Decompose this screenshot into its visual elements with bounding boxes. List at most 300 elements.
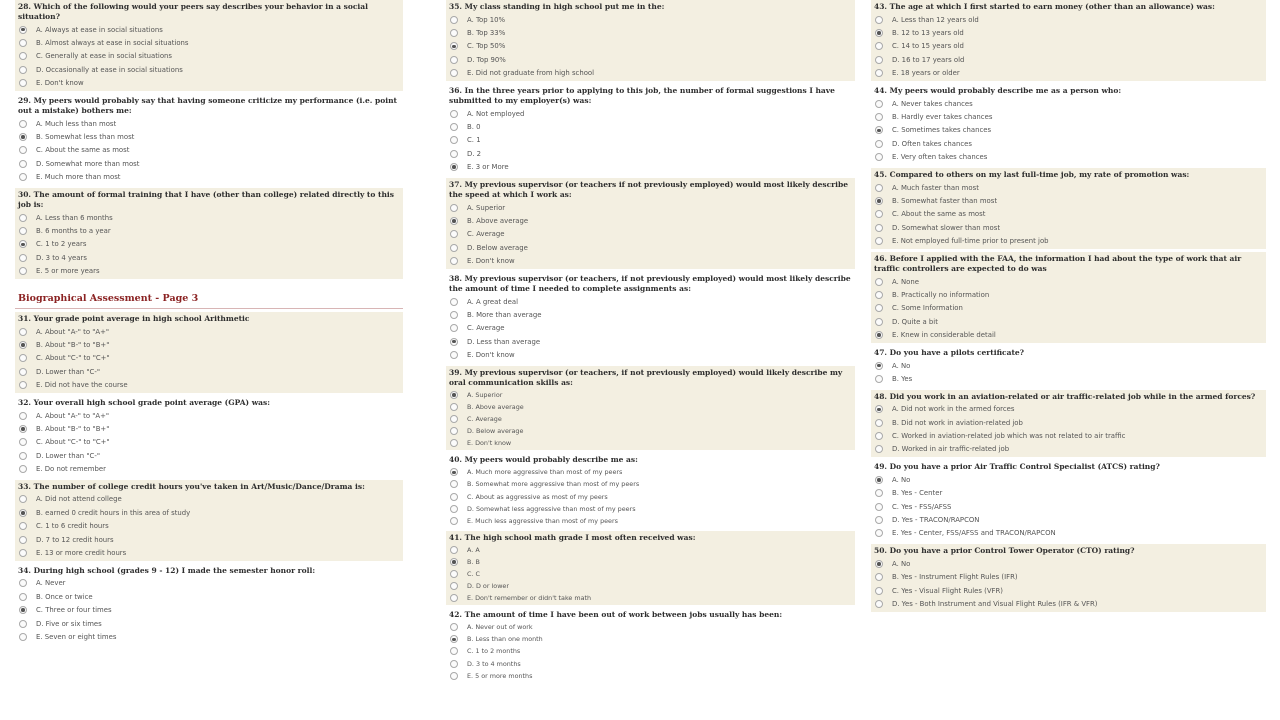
question-q42 bbox=[446, 608, 855, 682]
answer-option-label: B. Above average bbox=[467, 216, 529, 225]
radio-button[interactable] bbox=[19, 633, 27, 641]
answer-option[interactable] bbox=[449, 621, 852, 633]
radio-button[interactable] bbox=[19, 227, 27, 235]
question-text: 48. Did you work in an aviation-related or air traffic-related job while in the armed forces? bbox=[874, 391, 1256, 401]
answer-option[interactable] bbox=[874, 137, 1263, 150]
answer-option-label: B. Almost always at ease in social situations bbox=[36, 39, 189, 48]
radio-button[interactable] bbox=[875, 362, 883, 370]
answer-option-label: D. Below average bbox=[467, 427, 524, 436]
question-q28 bbox=[15, 0, 403, 91]
answer-option[interactable] bbox=[449, 503, 852, 515]
answer-option-label: D. 3 to 4 years bbox=[36, 253, 87, 262]
radio-button[interactable] bbox=[19, 26, 27, 34]
answer-option[interactable] bbox=[874, 234, 1263, 247]
answer-option[interactable] bbox=[18, 409, 400, 422]
question-text: 28. Which of the following would your peers say describes your behavior in a social situation? bbox=[18, 2, 368, 21]
answer-option[interactable] bbox=[18, 77, 400, 90]
answer-option[interactable] bbox=[449, 254, 852, 267]
answer-option[interactable] bbox=[449, 322, 852, 335]
radio-button[interactable] bbox=[450, 570, 458, 578]
radio-button[interactable] bbox=[450, 517, 458, 525]
answer-option[interactable] bbox=[874, 97, 1263, 110]
radio-button[interactable] bbox=[19, 39, 27, 47]
answer-option[interactable] bbox=[449, 295, 852, 308]
answer-option-label: E. Seven or eight times bbox=[36, 632, 117, 641]
answer-option[interactable] bbox=[18, 520, 400, 533]
radio-button[interactable] bbox=[875, 291, 883, 299]
answer-option[interactable] bbox=[449, 13, 852, 26]
radio-button[interactable] bbox=[19, 522, 27, 530]
answer-option[interactable] bbox=[449, 147, 852, 160]
radio-button[interactable] bbox=[19, 214, 27, 222]
radio-button[interactable] bbox=[19, 620, 27, 628]
radio-button[interactable] bbox=[450, 324, 458, 332]
radio-button[interactable] bbox=[450, 672, 458, 680]
radio-button[interactable] bbox=[19, 160, 27, 168]
radio-button[interactable] bbox=[875, 153, 883, 161]
answer-option[interactable] bbox=[874, 221, 1263, 234]
answer-option-label: D. 2 bbox=[467, 149, 482, 158]
question-q36 bbox=[446, 84, 855, 175]
answer-option[interactable] bbox=[874, 513, 1263, 526]
answer-option[interactable] bbox=[18, 436, 400, 449]
radio-button[interactable] bbox=[875, 197, 883, 205]
answer-option[interactable] bbox=[874, 124, 1263, 137]
question-q49 bbox=[871, 460, 1266, 541]
answer-option-label: A. Never out of work bbox=[467, 623, 533, 632]
radio-button[interactable] bbox=[875, 489, 883, 497]
radio-button[interactable] bbox=[450, 546, 458, 554]
section-divider bbox=[15, 308, 403, 309]
question-q39 bbox=[446, 366, 855, 450]
answer-option[interactable] bbox=[449, 107, 852, 120]
answer-option[interactable] bbox=[874, 288, 1263, 301]
answer-option[interactable] bbox=[18, 577, 400, 590]
answer-option[interactable] bbox=[449, 214, 852, 227]
answer-option-label: C. 1 bbox=[467, 136, 481, 145]
radio-button[interactable] bbox=[875, 29, 883, 37]
radio-button[interactable] bbox=[875, 210, 883, 218]
radio-button[interactable] bbox=[875, 432, 883, 440]
radio-button[interactable] bbox=[875, 304, 883, 312]
answer-option[interactable] bbox=[18, 36, 400, 49]
answer-option[interactable] bbox=[874, 443, 1263, 456]
radio-button[interactable] bbox=[875, 560, 883, 568]
radio-button[interactable] bbox=[19, 354, 27, 362]
radio-button[interactable] bbox=[450, 493, 458, 501]
radio-button[interactable] bbox=[19, 593, 27, 601]
answer-option[interactable] bbox=[874, 527, 1263, 540]
answer-option-label: B. Somewhat more aggressive than most of my peers bbox=[467, 480, 640, 489]
answer-option[interactable] bbox=[449, 556, 852, 568]
radio-button[interactable] bbox=[875, 405, 883, 413]
answer-option-label: D. Somewhat less aggressive than most of my peers bbox=[467, 504, 636, 513]
answer-option[interactable] bbox=[874, 416, 1263, 429]
answer-option[interactable] bbox=[874, 151, 1263, 164]
radio-button[interactable] bbox=[19, 549, 27, 557]
answer-option[interactable] bbox=[449, 645, 852, 657]
radio-button[interactable] bbox=[450, 468, 458, 476]
answer-option-label: C. Average bbox=[467, 230, 505, 239]
radio-button[interactable] bbox=[875, 224, 883, 232]
answer-option-label: E. Don't know bbox=[36, 79, 84, 88]
answer-option[interactable] bbox=[449, 670, 852, 682]
answer-option[interactable] bbox=[18, 617, 400, 630]
radio-button[interactable] bbox=[875, 419, 883, 427]
answer-option-label: D. Below average bbox=[467, 243, 528, 252]
radio-button[interactable] bbox=[19, 341, 27, 349]
answer-option-label: E. Yes - Center, FSS/AFSS and TRACON/RAPCON bbox=[892, 529, 1056, 538]
radio-button[interactable] bbox=[875, 140, 883, 148]
radio-button[interactable] bbox=[875, 445, 883, 453]
answer-option[interactable] bbox=[449, 161, 852, 174]
radio-button[interactable] bbox=[875, 100, 883, 108]
answer-option[interactable] bbox=[18, 449, 400, 462]
radio-button[interactable] bbox=[19, 328, 27, 336]
radio-button[interactable] bbox=[19, 254, 27, 262]
answer-option-label: B. Yes - Instrument Flight Rules (IFR) bbox=[892, 573, 1018, 582]
answer-option[interactable] bbox=[18, 264, 400, 277]
answer-option[interactable] bbox=[874, 429, 1263, 442]
answer-option-label: D. Quite a bit bbox=[892, 317, 938, 326]
radio-button[interactable] bbox=[875, 529, 883, 537]
answer-option-label: A. About "A-" to "A+" bbox=[36, 327, 110, 336]
answer-option[interactable] bbox=[874, 473, 1263, 486]
answer-option-label: B. 0 bbox=[467, 123, 481, 132]
answer-option[interactable] bbox=[874, 584, 1263, 597]
answer-option[interactable] bbox=[874, 302, 1263, 315]
answer-option[interactable] bbox=[449, 201, 852, 214]
answer-option[interactable] bbox=[18, 144, 400, 157]
answer-option-label: A. Never bbox=[36, 579, 66, 588]
answer-option-label: D. Worked in air traffic-related job bbox=[892, 445, 1010, 454]
answer-option[interactable] bbox=[18, 604, 400, 617]
radio-button[interactable] bbox=[450, 150, 458, 158]
answer-option[interactable] bbox=[874, 67, 1263, 80]
answer-option[interactable] bbox=[18, 251, 400, 264]
question-q34 bbox=[15, 564, 403, 645]
radio-button[interactable] bbox=[450, 29, 458, 37]
answer-option-label: E. Don't know bbox=[467, 257, 515, 266]
radio-button[interactable] bbox=[450, 660, 458, 668]
answer-option[interactable] bbox=[874, 40, 1263, 53]
radio-button[interactable] bbox=[19, 509, 27, 517]
radio-button[interactable] bbox=[875, 16, 883, 24]
radio-button[interactable] bbox=[19, 146, 27, 154]
answer-option[interactable] bbox=[18, 63, 400, 76]
radio-button[interactable] bbox=[19, 438, 27, 446]
answer-option[interactable] bbox=[449, 633, 852, 645]
answer-option[interactable] bbox=[449, 241, 852, 254]
radio-button[interactable] bbox=[450, 480, 458, 488]
answer-option[interactable] bbox=[449, 335, 852, 348]
answer-option-label: A. A bbox=[467, 545, 480, 554]
radio-button[interactable] bbox=[450, 244, 458, 252]
answer-option[interactable] bbox=[874, 359, 1263, 372]
radio-button[interactable] bbox=[875, 56, 883, 64]
answer-option[interactable] bbox=[449, 401, 852, 413]
radio-button[interactable] bbox=[450, 505, 458, 513]
answer-option[interactable] bbox=[449, 515, 852, 527]
radio-button[interactable] bbox=[875, 237, 883, 245]
radio-button[interactable] bbox=[450, 558, 458, 566]
answer-option[interactable] bbox=[449, 425, 852, 437]
radio-button[interactable] bbox=[19, 120, 27, 128]
radio-button[interactable] bbox=[450, 298, 458, 306]
radio-button[interactable] bbox=[19, 52, 27, 60]
answer-option[interactable] bbox=[18, 590, 400, 603]
answer-option[interactable] bbox=[874, 500, 1263, 513]
answer-option[interactable] bbox=[18, 224, 400, 237]
answer-option[interactable] bbox=[874, 181, 1263, 194]
answer-option[interactable] bbox=[18, 117, 400, 130]
answer-option[interactable] bbox=[874, 194, 1263, 207]
answer-option[interactable] bbox=[449, 544, 852, 556]
question-q47 bbox=[871, 346, 1266, 387]
radio-button[interactable] bbox=[450, 594, 458, 602]
answer-option[interactable] bbox=[18, 462, 400, 475]
answer-option[interactable] bbox=[874, 26, 1263, 39]
answer-option[interactable] bbox=[18, 352, 400, 365]
answer-option[interactable] bbox=[449, 658, 852, 670]
question-text: 43. The age at which I first started to earn money (other than an allowance) was: bbox=[874, 2, 1215, 11]
question-text: 47. Do you have a pilots certificate? bbox=[874, 347, 1025, 357]
answer-option[interactable] bbox=[449, 120, 852, 133]
answer-option[interactable] bbox=[18, 171, 400, 184]
answer-option[interactable] bbox=[18, 378, 400, 391]
radio-button[interactable] bbox=[19, 267, 27, 275]
answer-option[interactable] bbox=[874, 13, 1263, 26]
answer-option-label: B. About "B-" to "B+" bbox=[36, 340, 110, 349]
answer-option[interactable] bbox=[18, 630, 400, 643]
answer-option-label: E. Don't know bbox=[467, 439, 512, 448]
radio-button[interactable] bbox=[875, 331, 883, 339]
radio-button[interactable] bbox=[450, 415, 458, 423]
question-text: 30. The amount of formal training that I have (other than college) related directly to this job is: bbox=[18, 189, 395, 209]
radio-button[interactable] bbox=[450, 623, 458, 631]
radio-button[interactable] bbox=[875, 184, 883, 192]
answer-option[interactable] bbox=[449, 67, 852, 80]
radio-button[interactable] bbox=[875, 587, 883, 595]
radio-button[interactable] bbox=[19, 495, 27, 503]
question-text: 49. Do you have a prior Air Traffic Control Specialist (ATCS) rating? bbox=[874, 462, 1160, 472]
answer-option[interactable] bbox=[449, 466, 852, 478]
answer-option-label: B. Less than one month bbox=[467, 635, 543, 644]
radio-button[interactable] bbox=[450, 257, 458, 265]
answer-option-label: A. No bbox=[892, 361, 911, 370]
radio-button[interactable] bbox=[450, 582, 458, 590]
answer-option[interactable] bbox=[18, 533, 400, 546]
answer-option[interactable] bbox=[18, 493, 400, 506]
radio-button[interactable] bbox=[450, 217, 458, 225]
radio-button[interactable] bbox=[450, 439, 458, 447]
radio-button[interactable] bbox=[19, 412, 27, 420]
radio-button[interactable] bbox=[875, 42, 883, 50]
answer-option-label: C. 1 to 6 credit hours bbox=[36, 522, 109, 531]
answer-option[interactable] bbox=[449, 308, 852, 321]
radio-button[interactable] bbox=[19, 579, 27, 587]
radio-button[interactable] bbox=[19, 368, 27, 376]
radio-button[interactable] bbox=[450, 123, 458, 131]
answer-option-label: C. 1 to 2 years bbox=[36, 240, 87, 249]
answer-option[interactable] bbox=[449, 134, 852, 147]
radio-button[interactable] bbox=[19, 606, 27, 614]
answer-option[interactable] bbox=[874, 275, 1263, 288]
answer-option-label: E. 13 or more credit hours bbox=[36, 549, 127, 558]
answer-option[interactable] bbox=[449, 228, 852, 241]
answer-option[interactable] bbox=[18, 422, 400, 435]
radio-button[interactable] bbox=[450, 647, 458, 655]
radio-button[interactable] bbox=[875, 126, 883, 134]
radio-button[interactable] bbox=[450, 163, 458, 171]
question-q29 bbox=[15, 94, 403, 185]
answer-option[interactable] bbox=[449, 413, 852, 425]
radio-button[interactable] bbox=[450, 351, 458, 359]
radio-button[interactable] bbox=[450, 230, 458, 238]
answer-option[interactable] bbox=[18, 50, 400, 63]
answer-option[interactable] bbox=[874, 557, 1263, 570]
answer-option[interactable] bbox=[874, 208, 1263, 221]
answer-option[interactable] bbox=[449, 53, 852, 66]
radio-button[interactable] bbox=[875, 503, 883, 511]
radio-button[interactable] bbox=[875, 69, 883, 77]
answer-option-label: D. Yes - Both Instrument and Visual Flight Rules (IFR & VFR) bbox=[892, 599, 1098, 608]
question-text: 50. Do you have a prior Control Tower Operator (CTO) rating? bbox=[874, 546, 1135, 556]
answer-option[interactable] bbox=[874, 110, 1263, 123]
answer-option-label: C. Generally at ease in social situations bbox=[36, 52, 173, 61]
answer-option[interactable] bbox=[449, 478, 852, 490]
radio-button[interactable] bbox=[450, 427, 458, 435]
answer-option[interactable] bbox=[18, 23, 400, 36]
radio-button[interactable] bbox=[875, 573, 883, 581]
answer-option-label: C. 14 to 15 years old bbox=[892, 42, 964, 51]
answer-option[interactable] bbox=[18, 365, 400, 378]
radio-button[interactable] bbox=[875, 476, 883, 484]
question-q48 bbox=[871, 390, 1266, 458]
question-text: 31. Your grade point average in high school Arithmetic bbox=[18, 313, 250, 323]
radio-button[interactable] bbox=[875, 375, 883, 383]
answer-option[interactable] bbox=[449, 348, 852, 361]
answer-option-label: E. Very often takes chances bbox=[892, 153, 988, 162]
answer-option[interactable] bbox=[449, 389, 852, 401]
answer-option[interactable] bbox=[18, 325, 400, 338]
radio-button[interactable] bbox=[450, 391, 458, 399]
column-middle bbox=[446, 0, 855, 686]
radio-button[interactable] bbox=[875, 600, 883, 608]
answer-option[interactable] bbox=[449, 490, 852, 502]
answer-option-label: B. Hardly ever takes chances bbox=[892, 113, 993, 122]
answer-option[interactable] bbox=[449, 592, 852, 604]
answer-option-label: C. Average bbox=[467, 324, 505, 333]
answer-option[interactable] bbox=[449, 580, 852, 592]
radio-button[interactable] bbox=[19, 381, 27, 389]
answer-option[interactable] bbox=[874, 571, 1263, 584]
radio-button[interactable] bbox=[875, 113, 883, 121]
answer-option-label: A. A great deal bbox=[467, 297, 519, 306]
answer-option-label: A. None bbox=[892, 277, 919, 286]
answer-option-label: A. Much more aggressive than most of my peers bbox=[467, 468, 623, 477]
radio-button[interactable] bbox=[450, 635, 458, 643]
question-text: 39. My previous supervisor (or teachers, if not previously employed) would likely describe my oral communication skills as: bbox=[449, 367, 843, 387]
answer-option[interactable] bbox=[874, 372, 1263, 385]
answer-option[interactable] bbox=[874, 403, 1263, 416]
answer-option-label: E. Much more than most bbox=[36, 173, 121, 182]
answer-option[interactable] bbox=[449, 568, 852, 580]
radio-button[interactable] bbox=[19, 133, 27, 141]
answer-option-label: C. Yes - FSS/AFSS bbox=[892, 502, 952, 511]
question-q38 bbox=[446, 272, 855, 363]
radio-button[interactable] bbox=[19, 173, 27, 181]
radio-button[interactable] bbox=[19, 79, 27, 87]
radio-button[interactable] bbox=[450, 110, 458, 118]
radio-button[interactable] bbox=[875, 516, 883, 524]
radio-button[interactable] bbox=[450, 403, 458, 411]
answer-option-label: E. 5 or more years bbox=[36, 267, 100, 276]
radio-button[interactable] bbox=[19, 536, 27, 544]
radio-button[interactable] bbox=[19, 452, 27, 460]
radio-button[interactable] bbox=[19, 465, 27, 473]
radio-button[interactable] bbox=[19, 240, 27, 248]
answer-option[interactable] bbox=[874, 597, 1263, 610]
answer-option[interactable] bbox=[874, 315, 1263, 328]
answer-option-label: E. Knew in considerable detail bbox=[892, 331, 996, 340]
answer-option[interactable] bbox=[449, 40, 852, 53]
answer-option-label: D. Yes - TRACON/RAPCON bbox=[892, 516, 980, 525]
answer-option[interactable] bbox=[449, 437, 852, 449]
answer-option[interactable] bbox=[18, 157, 400, 170]
radio-button[interactable] bbox=[450, 311, 458, 319]
answer-option-label: C. Sometimes takes chances bbox=[892, 126, 992, 135]
answer-option-label: B. Yes - Center bbox=[892, 489, 943, 498]
radio-button[interactable] bbox=[875, 278, 883, 286]
answer-option[interactable] bbox=[18, 546, 400, 559]
radio-button[interactable] bbox=[450, 69, 458, 77]
answer-option[interactable] bbox=[874, 53, 1263, 66]
question-text: 40. My peers would probably describe me as: bbox=[449, 455, 638, 465]
answer-option-label: A. No bbox=[892, 475, 911, 484]
answer-option[interactable] bbox=[874, 487, 1263, 500]
answer-option-label: B. earned 0 credit hours in this area of study bbox=[36, 508, 191, 517]
question-group bbox=[15, 312, 403, 648]
radio-button[interactable] bbox=[450, 16, 458, 24]
answer-option-label: A. No bbox=[892, 559, 911, 568]
radio-button[interactable] bbox=[450, 204, 458, 212]
radio-button[interactable] bbox=[19, 66, 27, 74]
answer-option-label: D. Five or six times bbox=[36, 619, 102, 628]
question-text: 38. My previous supervisor (or teachers, if not previously employed) would most likely describe the amount of time I needed to complete assignments as: bbox=[449, 273, 851, 293]
answer-option-label: E. Did not graduate from high school bbox=[467, 69, 595, 78]
question-text: 35. My class standing in high school put me in the: bbox=[449, 2, 665, 11]
radio-button[interactable] bbox=[450, 42, 458, 50]
answer-option-label: D. Top 90% bbox=[467, 55, 506, 64]
radio-button[interactable] bbox=[450, 56, 458, 64]
answer-option[interactable] bbox=[874, 328, 1263, 341]
answer-option[interactable] bbox=[449, 26, 852, 39]
radio-button[interactable] bbox=[450, 338, 458, 346]
answer-option[interactable] bbox=[18, 506, 400, 519]
answer-option[interactable] bbox=[18, 211, 400, 224]
answer-option[interactable] bbox=[18, 338, 400, 351]
radio-button[interactable] bbox=[875, 318, 883, 326]
answer-option-label: A. Less than 12 years old bbox=[892, 15, 979, 24]
radio-button[interactable] bbox=[450, 136, 458, 144]
answer-option[interactable] bbox=[18, 130, 400, 143]
answer-option-label: B. Practically no information bbox=[892, 290, 990, 299]
spacer bbox=[446, 683, 855, 686]
answer-option[interactable] bbox=[18, 238, 400, 251]
radio-button[interactable] bbox=[19, 425, 27, 433]
question-q40 bbox=[446, 453, 855, 527]
